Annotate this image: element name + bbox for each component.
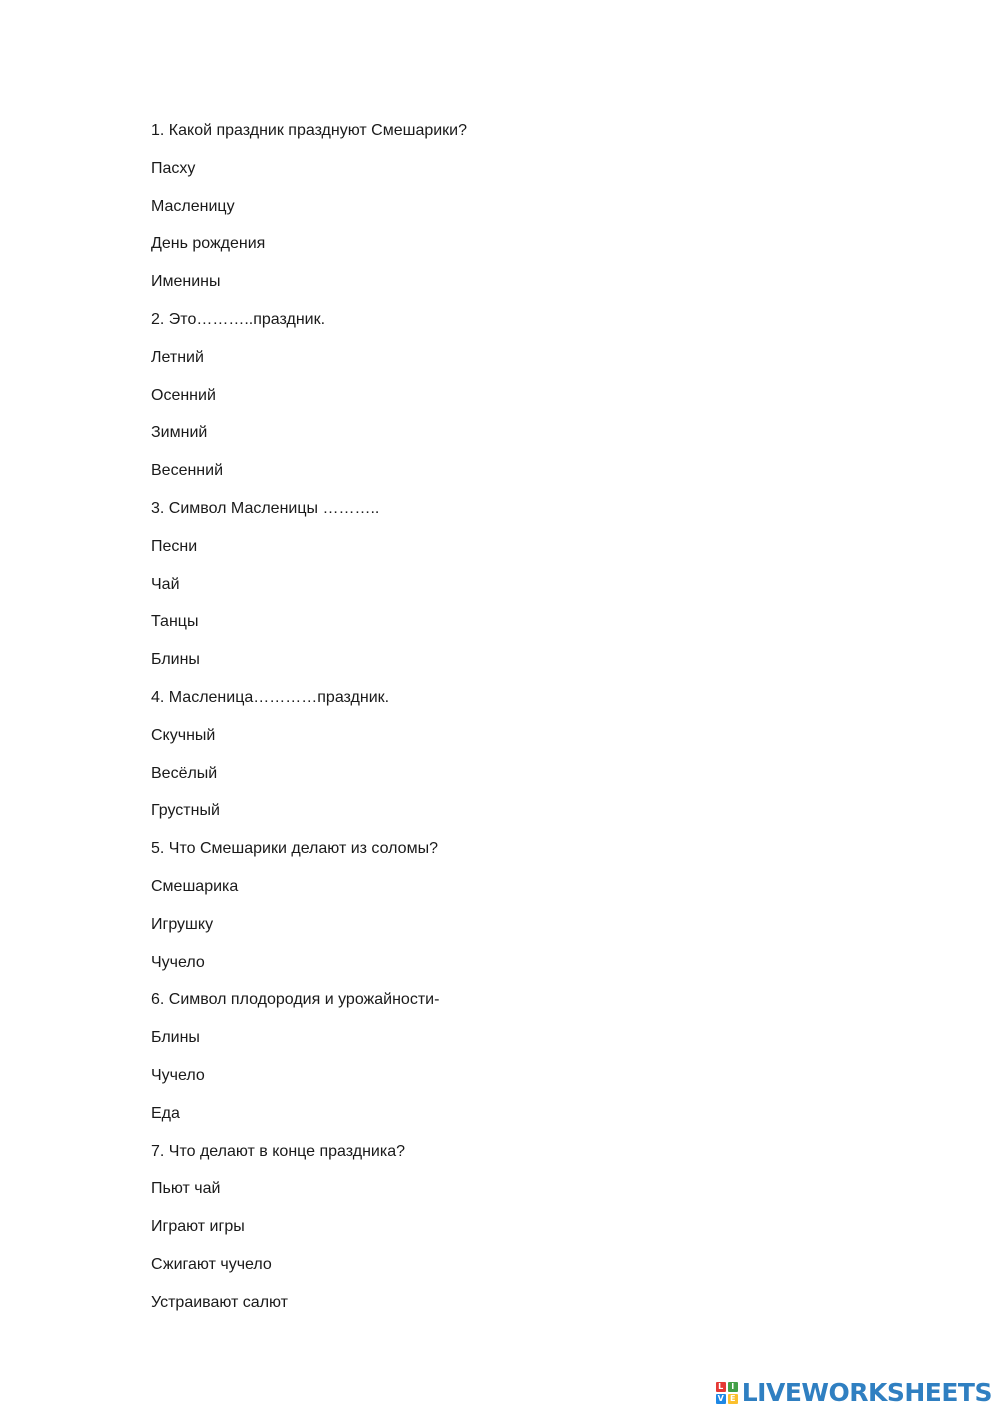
answer-option: Летний: [151, 348, 204, 366]
answer-option: Пьют чай: [151, 1180, 221, 1198]
answer-option: Весёлый: [151, 764, 218, 782]
question-text: 6. Символ плодородия и урожайности-: [151, 991, 440, 1009]
question-text: 3. Символ Масленицы ………..: [151, 499, 380, 517]
answer-option: Чучело: [151, 1066, 205, 1084]
logo-square-l: L: [716, 1382, 726, 1392]
logo-square-i: I: [728, 1382, 738, 1392]
answer-option: Зимний: [151, 424, 208, 442]
liveworksheets-brand: [716, 1379, 992, 1407]
worksheet-content: [151, 118, 911, 1328]
question-text: 7. Что делают в конце праздника?: [151, 1142, 406, 1160]
answer-option: Чучело: [151, 953, 205, 971]
answer-option: Еда: [151, 1104, 180, 1122]
answer-option: Игрушку: [151, 915, 214, 933]
answer-option: Грустный: [151, 802, 220, 820]
question-text: 5. Что Смешарики делают из соломы?: [151, 840, 438, 858]
answer-option: Скучный: [151, 726, 216, 744]
answer-option: Чай: [151, 575, 180, 593]
liveworksheets-logo-icon: [716, 1382, 738, 1404]
answer-option: Пасху: [151, 159, 196, 177]
answer-option: Весенний: [151, 462, 224, 480]
answer-option: Блины: [151, 1029, 200, 1047]
brand-name: LIVEWORKSHEETS: [741, 1378, 992, 1407]
question-text: 4. Масленица…………праздник.: [151, 688, 390, 706]
question-text: 1. Какой праздник празднуют Смешарики?: [151, 122, 468, 139]
logo-square-v: V: [717, 1394, 724, 1403]
answer-option: Осенний: [151, 386, 216, 404]
answer-option: Играют игры: [151, 1218, 245, 1236]
answer-option: Песни: [151, 537, 198, 555]
answer-option: Устраивают салют: [151, 1293, 289, 1311]
answer-option: Именины: [151, 273, 221, 291]
answer-option: День рождения: [151, 235, 266, 253]
answer-option: Смешарика: [151, 877, 239, 895]
logo-square-e: E: [728, 1394, 738, 1404]
question-text: 2. Это………..праздник.: [151, 310, 326, 328]
answer-option: Масленицу: [151, 197, 235, 215]
answer-option: Танцы: [151, 613, 199, 631]
answer-option: Блины: [151, 651, 200, 669]
answer-option: Сжигают чучело: [151, 1255, 272, 1273]
